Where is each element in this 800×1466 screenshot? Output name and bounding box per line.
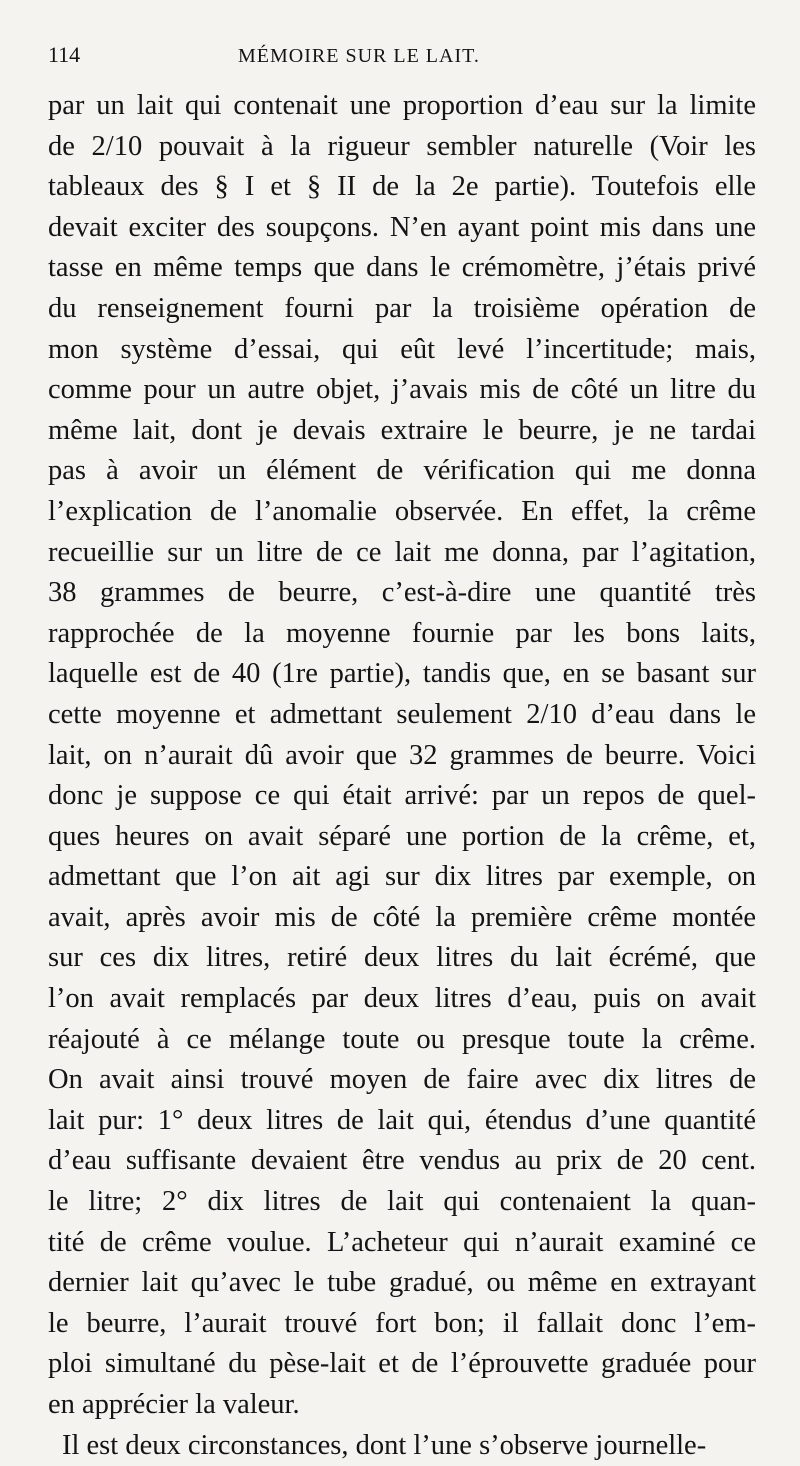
text-line: tasse en même temps que dans le crémomètre, j’étais privé [48,252,756,284]
text-line: d’eau suffisante devaient être vendus au prix de 20 cent. [48,1145,756,1177]
text-line: l’explication de l’anomalie observée. En effet, la crême [48,495,756,527]
text-line: lait pur: 1° deux litres de lait qui, étendus d’une quantité [48,1104,756,1136]
text-line: ques heures on avait séparé une portion de la crême, et, [48,820,756,852]
text-line: recueillie sur un litre de ce lait me donna, par l’agitation, [48,536,756,568]
text-line: mon système d’essai, qui eût levé l’incertitude; mais, [48,333,756,365]
text-line: ploi simultané du pèse-lait et de l’éprouvette graduée pour [48,1348,756,1380]
text-line: par un lait qui contenait une proportion d’eau sur la limite [48,90,756,121]
text-line: lait, on n’aurait dû avoir que 32 grammes de beurre. Voici [48,739,756,771]
text-line: cette moyenne et admettant seulement 2/10 d’eau dans le [48,698,756,730]
text-line: admettant que l’on ait agi sur dix litres par exemple, on [48,861,756,893]
text-line: en apprécier la valeur. [48,1389,300,1420]
text-line: tité de crême voulue. L’acheteur qui n’aurait examiné ce [48,1226,756,1258]
page-number: 114 [48,42,81,67]
text-line: pas à avoir un élément de vérification qui me donna [48,455,756,487]
text-line: On avait ainsi trouvé moyen de faire avec dix litres de [48,1064,756,1096]
text-line: même lait, dont je devais extraire le beurre, je ne tardai [48,414,756,446]
text-line: le beurre, l’aurait trouvé fort bon; il fallait donc l’em- [48,1307,756,1339]
running-head: MÉMOIRE SUR LE LAIT. [238,45,480,67]
text-line: réajouté à ce mélange toute ou presque toute la crême. [48,1023,756,1055]
text-line: l’on avait remplacés par deux litres d’eau, puis on avait [48,983,756,1015]
text-line: le litre; 2° dix litres de lait qui contenaient la quan- [48,1186,756,1218]
text-line: devait exciter des soupçons. N’en ayant point mis dans une [48,211,756,243]
text-line: laquelle est de 40 (1re partie), tandis que, en se basant sur [48,658,756,690]
text-line: rapprochée de la moyenne fournie par les bons laits, [48,617,756,649]
text-line: du renseignement fourni par la troisième opération de [48,292,756,324]
text-line: avait, après avoir mis de côté la première crême montée [48,901,756,933]
body-text [48,86,756,1466]
text-line: dernier lait qu’avec le tube gradué, ou même en extrayant [48,1267,756,1299]
page-header [48,0,756,86]
text-line: tableaux des § I et § II de la 2e partie). Toutefois elle [48,171,756,203]
text-line: comme pour un autre objet, j’avais mis de côté un litre du [48,374,756,406]
text-line: de 2/10 pouvait à la rigueur sembler naturelle (Voir les [48,130,756,162]
text-line: 38 grammes de beurre, c’est-à-dire une quantité très [48,577,756,609]
text-line: donc je suppose ce qui était arrivé: par un repos de quel- [48,780,756,812]
text-line: sur ces dix litres, retiré deux litres du lait écrémé, que [48,942,756,974]
text-line: Il est deux circonstances, dont l’une s’observe journelle- [62,1429,707,1461]
